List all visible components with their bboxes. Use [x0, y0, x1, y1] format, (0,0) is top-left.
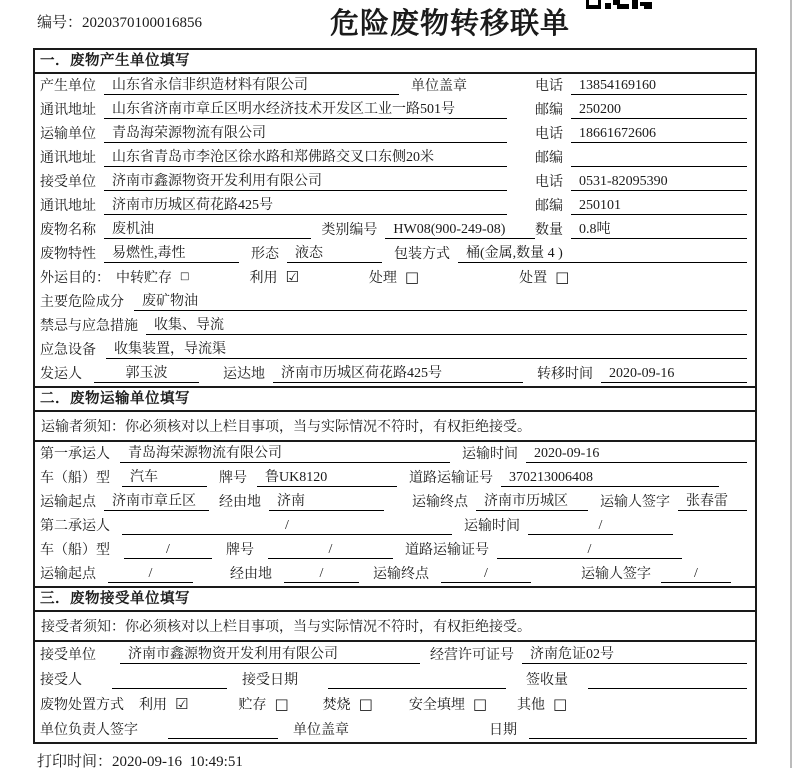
checkbox-use-checked: ☑: [285, 268, 299, 286]
page-title: 危险废物转移联单: [330, 8, 571, 40]
producer-zip-group: [535, 99, 747, 119]
address-label: 通讯地址: [40, 103, 96, 118]
route-start-value: /: [108, 566, 193, 583]
route-via-value: /: [284, 566, 359, 583]
plate-value: 鲁UK8120: [257, 466, 397, 487]
form-value: 液态: [287, 242, 382, 263]
responsible-signature-label: 单位负责人签字: [40, 723, 138, 738]
producer-address-value: 山东省济南市章丘区明水经济技术开发区工业一路501号: [104, 98, 507, 119]
serial-label: 编号：: [37, 15, 83, 31]
row-receive-unit: [35, 170, 755, 194]
business-permit-label: 经营许可证号: [430, 648, 514, 663]
road-permit-label: 道路运输证号: [405, 543, 489, 558]
row-emergency-equipment: [35, 338, 755, 362]
quantity-value: 0.8吨: [571, 218, 747, 239]
producer-unit-label: 产生单位: [40, 79, 96, 94]
transport-time-value: 2020-09-16: [526, 446, 747, 463]
road-permit-value: /: [497, 542, 682, 559]
quantity-group: [535, 218, 747, 239]
quantity-label: 数量: [535, 223, 563, 238]
responsible-signature-value: [168, 738, 278, 739]
transport-unit-label: 运输单位: [40, 127, 96, 142]
plate-label: 牌号: [226, 543, 254, 558]
option-treat-label: 处理: [368, 271, 397, 286]
producer-zip-value: 250200: [571, 102, 747, 119]
transport-unit-value: 青岛海荣源物流有限公司: [104, 122, 507, 143]
unit-seal-label: 单位盖章: [293, 723, 349, 738]
road-permit-value: 370213006408: [501, 470, 719, 487]
option-use: [249, 267, 298, 287]
business-permit-value: 济南危证02号: [522, 643, 747, 664]
producer-unit-value: 山东省永信非织造材料有限公司: [104, 74, 399, 95]
phone-label: 电话: [535, 127, 563, 142]
row-second-carrier: [35, 514, 755, 538]
route-end-value: /: [441, 566, 531, 583]
road-permit-label: 道路运输证号: [409, 471, 493, 486]
producer-phone-group: [535, 75, 747, 95]
first-carrier-label: 第一承运人: [40, 447, 110, 462]
row-dispatch: [35, 362, 755, 386]
acceptor-value: [112, 688, 227, 689]
checkbox-disposal-other: □: [553, 695, 568, 713]
transport-zip-group: [535, 147, 747, 167]
row-acceptor: [35, 667, 755, 692]
carrier-signature-label: 运输人签字: [581, 567, 651, 582]
carrier-signature-label: 运输人签字: [600, 495, 670, 510]
packing-value: 桶(金属,数量 4 ): [458, 242, 747, 263]
option-treat: [369, 267, 419, 287]
checkbox-disposal-store: □: [274, 695, 289, 713]
print-time-value: 2020-09-16 10:49:51: [112, 754, 243, 770]
row-receive-address: [35, 194, 755, 218]
section-transporter: [35, 386, 755, 586]
row-transport-unit: [35, 122, 755, 146]
row-disposal-method: [35, 692, 755, 717]
option-landfill-label: 安全填埋: [408, 698, 465, 713]
row-vehicle-2: [35, 538, 755, 562]
zip-label: 邮编: [535, 199, 563, 214]
option-disposal-store: [238, 694, 288, 714]
transport-time-label: 运输时间: [464, 519, 520, 534]
zip-label: 邮编: [535, 151, 563, 166]
checkbox-dispose: □: [555, 268, 570, 286]
emergency-value: 收集、导流: [146, 314, 747, 335]
route-via-label: 经由地: [219, 495, 261, 510]
received-qty-label: 签收量: [526, 673, 568, 688]
date-label: 日期: [489, 723, 517, 738]
route-end-value: 济南市历城区: [476, 490, 588, 511]
transfer-time-value: 2020-09-16: [601, 366, 747, 383]
date-value: [529, 738, 747, 739]
destination-label: 运达地: [223, 367, 265, 382]
transport-phone-group: [535, 123, 747, 143]
waste-traits-label: 废物特性: [40, 247, 96, 262]
receiving-unit-value: 济南市鑫源物资开发利用有限公司: [120, 643, 420, 664]
form-label: 形态: [251, 247, 279, 262]
option-dispose: [519, 267, 569, 287]
vehicle-type-label: 车（船）型: [40, 471, 110, 486]
checkbox-treat: □: [404, 268, 420, 286]
option-dispose-label: 处置: [519, 271, 548, 286]
row-producer-address: [35, 98, 755, 122]
hazard-value: 废矿物油: [134, 290, 747, 311]
option-store-label: 贮存: [238, 698, 267, 713]
print-time-label: 打印时间：: [37, 754, 113, 770]
accept-date-label: 接受日期: [242, 673, 298, 688]
category-value: HW08(900-249-08): [385, 222, 535, 239]
checkbox-disposal-landfill: □: [472, 695, 488, 713]
row-vehicle-1: [35, 466, 755, 490]
transfer-time-label: 转移时间: [537, 367, 593, 382]
receive-address-value: 济南市历城区荷花路425号: [104, 194, 507, 215]
transport-phone-value: 18661672606: [571, 126, 747, 143]
first-carrier-value: 青岛海荣源物流有限公司: [120, 442, 450, 463]
waste-traits-value: 易燃性,毒性: [104, 242, 239, 263]
plate-label: 牌号: [219, 471, 247, 486]
second-carrier-label: 第二承运人: [40, 519, 110, 534]
row-hazard-components: [35, 290, 755, 314]
producer-phone-value: 13854169160: [571, 78, 747, 95]
hazard-label: 主要危险成分: [40, 295, 124, 310]
checkbox-disposal-use-checked: ☑: [175, 695, 189, 713]
route-start-label: 运输起点: [40, 567, 96, 582]
waste-name-label: 废物名称: [40, 223, 96, 238]
second-carrier-value: /: [122, 518, 452, 535]
section-producer: [35, 50, 755, 386]
route-start-value: 济南市章丘区: [104, 490, 209, 511]
option-disposal-use: [139, 694, 188, 714]
vehicle-type-value: /: [124, 542, 212, 559]
transport-zip-value: [571, 166, 747, 167]
row-route-1: [35, 490, 755, 514]
receive-phone-value: 0531-82095390: [571, 174, 747, 191]
acceptor-label: 接受人: [40, 673, 82, 688]
equipment-value: 收集装置，导流渠: [106, 338, 747, 359]
address-label: 通讯地址: [40, 151, 96, 166]
row-waste-traits: [35, 242, 755, 266]
serial-number: 2020370100016856: [82, 15, 203, 31]
receiving-unit-label: 接受单位: [40, 648, 96, 663]
phone-label: 电话: [535, 79, 563, 94]
option-disposal-other: [517, 694, 567, 714]
section-transporter-heading: 二．废物运输单位填写: [35, 388, 755, 412]
carrier-signature-value: /: [661, 566, 731, 583]
page-right-edge-line: [790, 0, 792, 768]
route-via-label: 经由地: [230, 567, 272, 582]
dispatcher-value: 郭玉波: [94, 362, 199, 383]
packing-label: 包装方式: [394, 247, 450, 262]
receive-unit-value: 济南市鑫源物资开发利用有限公司: [104, 170, 507, 191]
transporter-notice: 运输者须知：你必须核对以上栏目事项，当与实际情况不符时，有权拒绝接受。: [35, 412, 755, 442]
plate-value: /: [268, 542, 393, 559]
row-producer-unit: [35, 74, 755, 98]
address-label: 通讯地址: [40, 199, 96, 214]
zip-label: 邮编: [535, 103, 563, 118]
emergency-label: 禁忌与应急措施: [40, 319, 138, 334]
vehicle-type-label: 车（船）型: [40, 543, 110, 558]
row-emergency-measures: [35, 314, 755, 338]
receive-zip-group: [535, 195, 747, 215]
route-end-label: 运输终点: [412, 495, 468, 510]
option-use-label: 利用: [139, 698, 167, 713]
route-end-label: 运输终点: [373, 567, 429, 582]
row-transfer-purpose: [35, 266, 755, 290]
vehicle-type-value: 汽车: [122, 466, 207, 487]
option-use-label: 利用: [249, 271, 278, 286]
option-transfer-storage: [116, 267, 189, 287]
row-waste-name: [35, 218, 755, 242]
option-burn-label: 焚烧: [322, 698, 351, 713]
phone-label: 电话: [535, 175, 563, 190]
option-other-label: 其他: [517, 698, 546, 713]
disposal-method-label: 废物处置方式: [40, 698, 124, 713]
option-disposal-landfill: [409, 694, 487, 714]
receive-zip-value: 250101: [571, 198, 747, 215]
section-receiver: [35, 586, 755, 742]
transport-address-value: 山东省青岛市李沧区徐水路和郑佛路交叉口东侧20米: [104, 146, 507, 167]
waste-name-value: 废机油: [104, 218, 311, 239]
transport-time-value: /: [528, 518, 673, 535]
section-producer-heading: 一．废物产生单位填写: [35, 50, 755, 74]
row-first-carrier: [35, 442, 755, 466]
transport-time-label: 运输时间: [462, 447, 518, 462]
option-disposal-burn: [323, 694, 373, 714]
qr-code-fragment-icon: [586, 0, 652, 9]
row-route-2: [35, 562, 755, 586]
unit-seal-label: 单位盖章: [411, 79, 467, 94]
receiver-notice: 接受者须知：你必须核对以上栏目事项，当与实际情况不符时，有权拒绝接受。: [35, 612, 755, 642]
category-label: 类别编号: [321, 223, 378, 238]
accept-date-value: [328, 688, 506, 689]
receive-phone-group: [535, 171, 747, 191]
checkbox-disposal-burn: □: [358, 695, 373, 713]
carrier-signature-value: 张春雷: [678, 490, 747, 511]
manifest-form-table: [33, 48, 757, 744]
row-transport-address: [35, 146, 755, 170]
purpose-label: 外运目的：: [40, 271, 110, 286]
checkbox-transfer-storage: □: [180, 271, 190, 282]
serial-number-line: [37, 11, 202, 32]
section-receiver-heading: 三．废物接受单位填写: [35, 588, 755, 612]
row-signoff: [35, 717, 755, 742]
row-receiving-unit: [35, 642, 755, 667]
receive-unit-label: 接受单位: [40, 175, 96, 190]
equipment-label: 应急设备: [40, 343, 96, 358]
dispatcher-label: 发运人: [40, 367, 82, 382]
route-start-label: 运输起点: [40, 495, 96, 510]
destination-value: 济南市历城区荷花路425号: [273, 362, 523, 383]
received-qty-value: [588, 688, 747, 689]
route-via-value: 济南: [269, 490, 384, 511]
option-transfer-storage-label: 中转贮存: [116, 271, 172, 286]
